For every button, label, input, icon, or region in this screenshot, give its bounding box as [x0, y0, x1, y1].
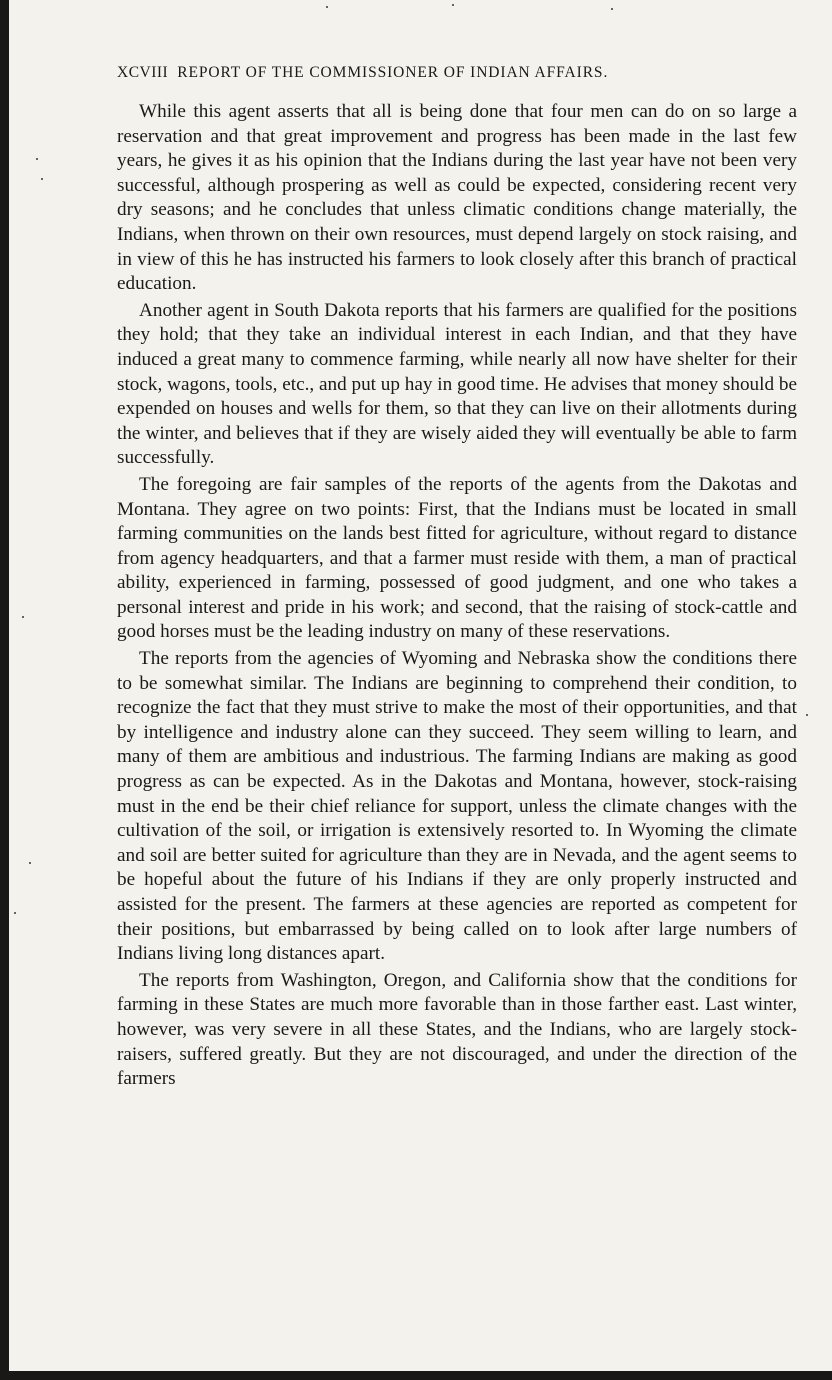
- scan-speck: [22, 616, 24, 618]
- running-title: REPORT OF THE COMMISSIONER OF INDIAN AFFAIRS.: [177, 64, 609, 81]
- body-text: [117, 100, 797, 1092]
- scan-speck: [14, 912, 16, 914]
- paragraph: The reports from the agencies of Wyoming and Nebraska show the conditions there to be somewhat similar. The Indians are beginning to comprehend their condition, to recognize the fact that they must strive to make the most of their opportunities, and that by intelligence and industry alone can they succeed. They seem willing to learn, and many of them are ambitious and industrious. The farming Indians are making as good progress as can be expected. As in the Dakotas and Montana, however, stock-raising must in the end be their chief reliance for support, unless the climate changes with the cultivation of the soil, or irrigation is extensively resorted to. In Wyoming the climate and soil are better suited for agriculture than they are in Nevada, and the agent seems to be hopeful about the future of his Indians if they are only properly instructed and assisted for the present. The farmers at these agencies are reported as competent for their positions, but embarrassed by being called on to look after large numbers of Indians living long distances apart.: [117, 648, 797, 965]
- page-bottom-shadow: [0, 1371, 832, 1380]
- scan-speck: [452, 4, 454, 6]
- running-head: [117, 62, 797, 84]
- scan-speck: [36, 158, 38, 160]
- paragraph: The foregoing are fair samples of the reports of the agents from the Dakotas and Montana. They agree on two points: First, that the Indians must be located in small farming communities on the lands best fitted for agriculture, without regard to distance from agency headquarters, and that a farmer must reside with them, a man of practical ability, experienced in farming, possessed of good judgment, and one who takes a personal interest and pride in his work; and second, that the raising of stock-cattle and good horses must be the leading industry on many of these reservations.: [117, 473, 797, 643]
- scan-speck: [611, 8, 613, 10]
- paragraph: The reports from Washington, Oregon, and California show that the conditions for farming in these States are much more favorable than in those farther east. Last winter, however, was very severe in all these States, and the Indians, who are largely stock-raisers, suffered greatly. But they are not discouraged, and under the direction of the farmers: [117, 969, 797, 1090]
- paragraph: While this agent asserts that all is being done that four men can do on so large a reservation and that great improvement and progress has been made in the last few years, he gives it as his opinion that the Indians during the last year have not been very successful, although prospering as well as could be expected, considering recent very dry seasons; and he concludes that unless climatic conditions change materially, the Indians, when thrown on their own resources, must depend largely on stock raising, and in view of this he has instructed his farmers to look closely after this branch of practical education.: [117, 101, 797, 295]
- scan-speck: [29, 862, 31, 864]
- paragraph: Another agent in South Dakota reports that his farmers are qualified for the positions they hold; that they take an individual interest in each Indian, and that they have induced a great many to commence farming, while nearly all now have shelter for their stock, wagons, tools, etc., and put up hay in good time. He advises that money should be expended on houses and wells for them, so that they can live on their allotments during the winter, and believes that if they are wisely aided they will eventually be able to farm successfully.: [117, 299, 797, 469]
- page-left-shadow: [0, 0, 9, 1380]
- scan-speck: [326, 6, 328, 8]
- scan-speck: [806, 714, 808, 716]
- document-page: [117, 62, 797, 1092]
- page-number: XCVIII: [117, 64, 169, 81]
- scan-speck: [41, 178, 43, 180]
